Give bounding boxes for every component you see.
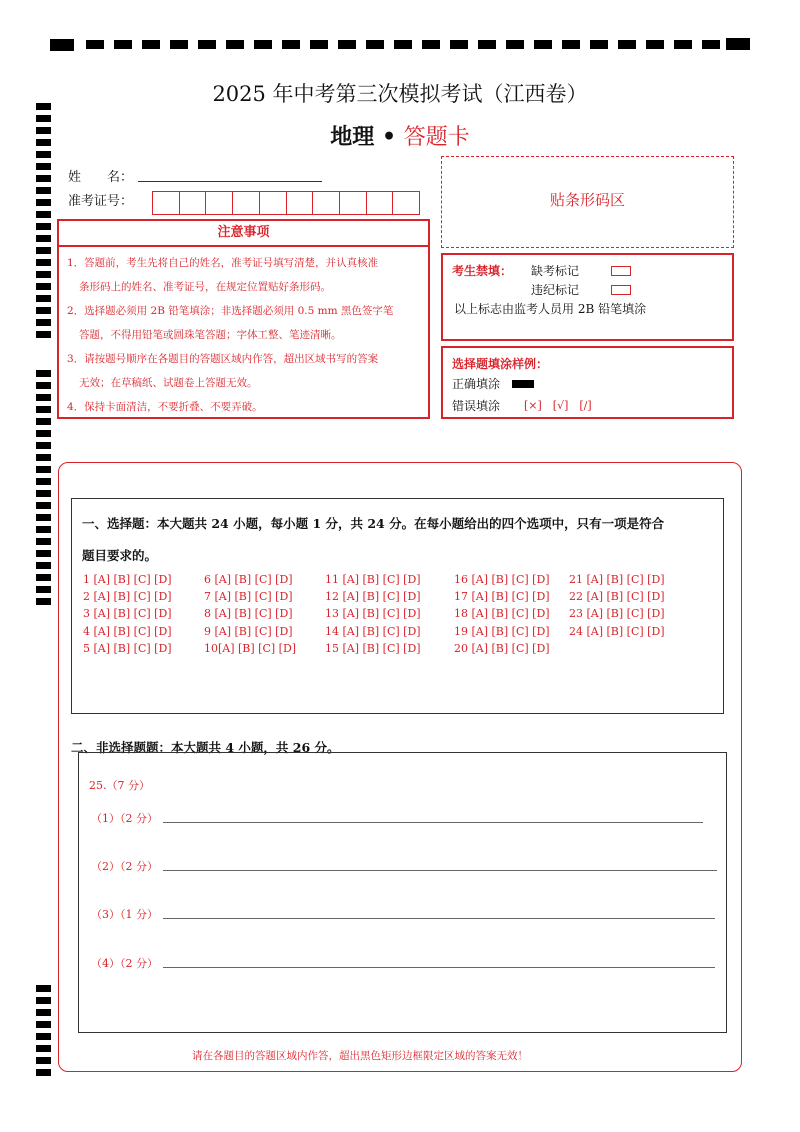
question-19[interactable]: 19 [A] [B] [C] [D] [454, 625, 550, 638]
essay-section [78, 752, 727, 1033]
violation-label: 违纪标记 [531, 283, 580, 297]
question-4[interactable]: 4 [A] [B] [C] [D] [83, 625, 172, 638]
section1-title-line2: 题目要求的。 [82, 548, 158, 563]
fill-example-panel [441, 346, 734, 419]
question-16[interactable]: 16 [A] [B] [C] [D] [454, 573, 550, 586]
section2-title: 二、非选择题题：本大题共 4 小题，共 26 分。 [71, 740, 340, 755]
question-13[interactable]: 13 [A] [B] [C] [D] [325, 607, 421, 620]
forbidden-panel [441, 253, 734, 341]
footer-warning: 请在各题目的答题区域内作答，超出黑色矩形边框限定区域的答案无效！ [192, 1050, 528, 1062]
q25-part2-label: （2）（2 分） [91, 860, 158, 873]
wrong-label: 错误填涂 [452, 399, 501, 413]
correct-label: 正确填涂 [452, 377, 501, 391]
absent-label: 缺考标记 [531, 264, 580, 278]
question-18[interactable]: 18 [A] [B] [C] [D] [454, 607, 550, 620]
id-label: 准考证号： [68, 194, 134, 209]
question-6[interactable]: 6 [A] [B] [C] [D] [204, 573, 293, 586]
example-title: 选择题填涂样例： [452, 357, 549, 371]
forbidden-note: 以上标志由监考人员用 2B 铅笔填涂 [454, 302, 647, 316]
notice-item: 4．保持卡面清洁，不要折叠、不要弄破。 [67, 401, 263, 413]
question-8[interactable]: 8 [A] [B] [C] [D] [204, 607, 293, 620]
name-label: 姓 名： [68, 170, 134, 185]
question-12[interactable]: 12 [A] [B] [C] [D] [325, 590, 421, 603]
q25-part1-label: （1）（2 分） [91, 812, 158, 825]
q25-part4-line[interactable] [163, 967, 715, 968]
question-9[interactable]: 9 [A] [B] [C] [D] [204, 625, 293, 638]
q25-part2-line[interactable] [163, 870, 717, 871]
question-3[interactable]: 3 [A] [B] [C] [D] [83, 607, 172, 620]
question-21[interactable]: 21 [A] [B] [C] [D] [569, 573, 665, 586]
notice-heading: 注意事项 [59, 221, 428, 247]
card-label: 答题卡 [403, 125, 470, 150]
exam-title: 2025 年中考第三次模拟考试（江西卷） [212, 82, 588, 106]
question-15[interactable]: 15 [A] [B] [C] [D] [325, 642, 421, 655]
question-10[interactable]: 10[A] [B] [C] [D] [204, 642, 297, 655]
subject-name: 地理 [330, 124, 375, 150]
question-20[interactable]: 20 [A] [B] [C] [D] [454, 642, 550, 655]
q25-label: 25.（7 分） [89, 779, 150, 792]
question-24[interactable]: 24 [A] [B] [C] [D] [569, 625, 665, 638]
wrong-fill-samples: [×] [√] [/] [524, 399, 592, 412]
question-11[interactable]: 11 [A] [B] [C] [D] [325, 573, 421, 586]
question-1[interactable]: 1 [A] [B] [C] [D] [83, 573, 172, 586]
q25-part3-line[interactable] [163, 918, 715, 919]
notice-item: 2．选择题必须用 2B 铅笔填涂；非选择题必须用 0.5 mm 黑色签字笔 答题，不得用铅笔或圆珠笔答题；字体工整、笔迹清晰。 [67, 305, 394, 341]
exam-id-boxes[interactable] [152, 191, 420, 215]
q25-part4-label: （4）（2 分） [91, 957, 158, 970]
question-5[interactable]: 5 [A] [B] [C] [D] [83, 642, 172, 655]
barcode-area: 贴条形码区 [441, 156, 734, 248]
choice-section [71, 498, 724, 714]
absent-box[interactable] [611, 266, 631, 276]
notice-item: 3．请按题号顺序在各题目的答题区域内作答，超出区域书写的答案 无效；在草稿纸、试题卷上答题无效。 [67, 353, 379, 389]
card-subtitle [0, 120, 800, 151]
q25-part3-label: （3）（1 分） [91, 908, 158, 921]
q25-part1-line[interactable] [163, 822, 703, 823]
question-7[interactable]: 7 [A] [B] [C] [D] [204, 590, 293, 603]
notice-item: 1．答题前，考生先将自己的姓名，准考证号填写清楚，并认真核准 条形码上的姓名、准考证号，在规定位置贴好条形码。 [67, 257, 379, 293]
question-17[interactable]: 17 [A] [B] [C] [D] [454, 590, 550, 603]
question-14[interactable]: 14 [A] [B] [C] [D] [325, 625, 421, 638]
question-22[interactable]: 22 [A] [B] [C] [D] [569, 590, 665, 603]
correct-fill-sample [512, 380, 534, 388]
question-2[interactable]: 2 [A] [B] [C] [D] [83, 590, 172, 603]
violation-box[interactable] [611, 285, 631, 295]
section1-title-line1: 一、选择题：本大题共 24 小题，每小题 1 分，共 24 分。在每小题给出的四个选项中，只有一项是符合 [82, 516, 665, 531]
title-bullet: • [381, 124, 397, 150]
name-field[interactable] [138, 181, 322, 182]
forbidden-label: 考生禁填： [452, 264, 513, 278]
notice-panel [57, 219, 430, 419]
question-23[interactable]: 23 [A] [B] [C] [D] [569, 607, 665, 620]
